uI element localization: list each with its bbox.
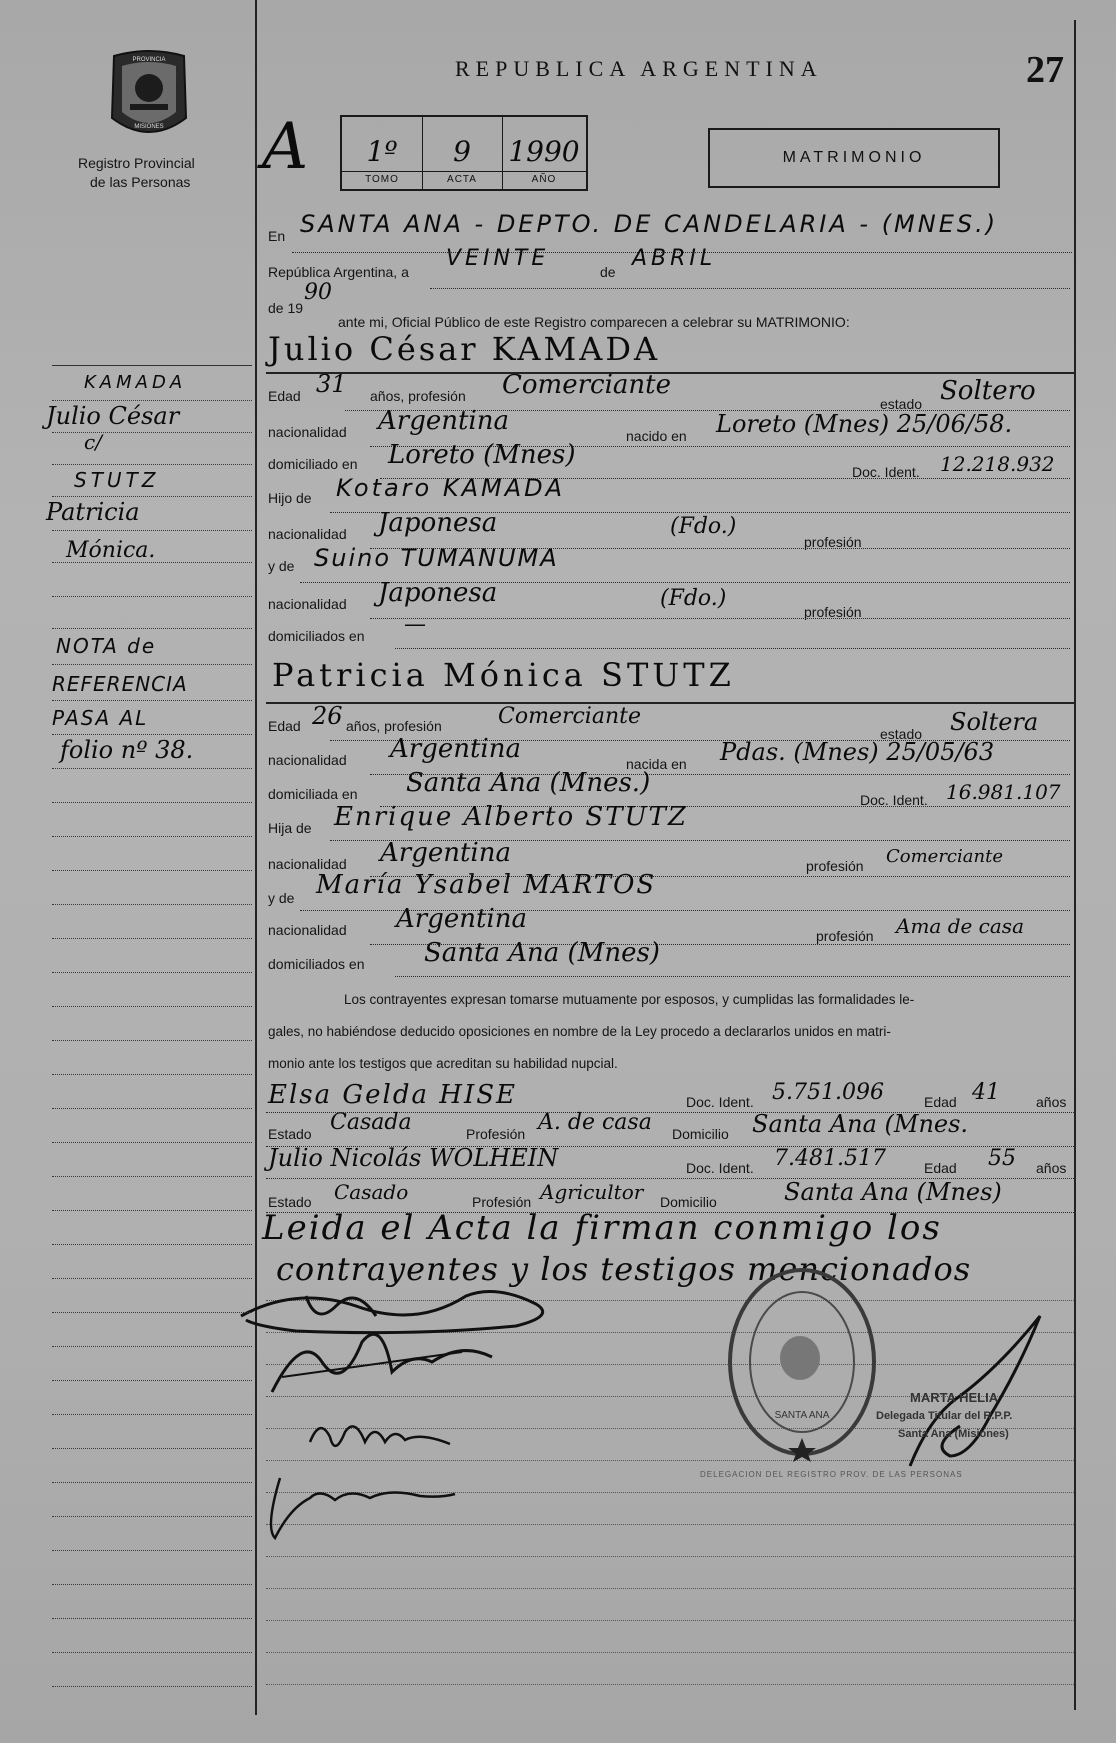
groom-mother-prof-label: profesión — [804, 604, 862, 620]
witness1-doc: 5.751.096 — [772, 1080, 884, 1105]
margin-rule — [255, 0, 257, 1715]
groom-estado: Soltero — [940, 376, 1036, 406]
republica-label: República Argentina, a — [268, 264, 409, 280]
groom-mother-nac-label: nacionalidad — [268, 596, 347, 612]
groom-domiciliados-label: domiciliados en — [268, 628, 365, 644]
witness2-estado: Casado — [334, 1180, 409, 1204]
witness1-estado-label: Estado — [268, 1126, 312, 1142]
witness2-name: Julio Nicolás WOLHEIN — [268, 1144, 559, 1172]
witness2-domicile: Santa Ana (Mnes) — [784, 1178, 1002, 1206]
year-suffix: 90 — [304, 280, 332, 305]
bride-father-profession: Comerciante — [886, 846, 1003, 867]
statement-line2: gales, no habiéndose deducido oposiciones en nombre de la Ley procedo a declararlos unidos en matri- — [268, 1024, 891, 1039]
statement-line3: monio ante los testigos que acreditan su habilidad nupcial. — [268, 1056, 618, 1071]
bride-age: 26 — [312, 702, 343, 730]
provincial-seal-icon — [104, 48, 194, 143]
groom-father-nac-label: nacionalidad — [268, 526, 347, 542]
bride-edad-label: Edad — [268, 718, 301, 734]
bride-mother-prof-label: profesión — [816, 928, 874, 944]
groom-profesion-label: años, profesión — [370, 388, 466, 404]
witness1-doc-label: Doc. Ident. — [686, 1094, 754, 1110]
groom-father-prof-label: profesión — [804, 534, 862, 550]
page-number: 27 — [1026, 49, 1064, 91]
bride-profesion-label: años, profesión — [346, 718, 442, 734]
witness1-age: 41 — [972, 1080, 1000, 1105]
stamp-official-name: MARTA HELIA — [910, 1390, 999, 1405]
stamp-official-place: Santa Ana (Misiones) — [898, 1428, 1009, 1440]
groom-father-note: (Fdo.) — [670, 514, 737, 539]
bride-parents-domicile: Santa Ana (Mnes) — [424, 938, 660, 968]
margin-note-line2: REFERENCIA — [52, 672, 188, 696]
groom-mother-note: (Fdo.) — [660, 586, 727, 611]
bride-nationality: Argentina — [390, 734, 521, 764]
bride-father: Enrique Alberto STUTZ — [334, 802, 688, 832]
bride-profession: Comerciante — [498, 704, 641, 729]
groom-mother: Suino TUMANUMA — [314, 544, 559, 572]
groom-father-nationality: Japonesa — [378, 508, 498, 538]
witness2-doc: 7.481.517 — [774, 1146, 886, 1171]
witness1-edad-label: Edad — [924, 1094, 957, 1110]
bride-domicile: Santa Ana (Mnes.) — [406, 768, 651, 798]
registrar-initial: A — [262, 110, 309, 184]
ano-value: 1990 — [508, 135, 580, 168]
tomo-acta-ano-box — [340, 115, 588, 191]
margin-connector: c/ — [84, 430, 102, 454]
record-type-box: MATRIMONIO — [708, 128, 1000, 188]
groom-edad-label: Edad — [268, 388, 301, 404]
groom-profession: Comerciante — [502, 370, 671, 400]
bride-domiciliados-label: domiciliados en — [268, 956, 365, 972]
bride-estado-label: estado — [880, 726, 923, 742]
bride-estado: Soltera — [950, 708, 1039, 736]
witness1-estado: Casada — [330, 1110, 412, 1135]
witness1-profession: A. de casa — [538, 1110, 652, 1135]
witness1-domicile: Santa Ana (Mnes. — [752, 1110, 969, 1138]
month-value: ABRIL — [632, 246, 717, 271]
tomo-label: TOMO — [365, 174, 399, 185]
witness2-estado-label: Estado — [268, 1194, 312, 1210]
stamp-outer-text: DELEGACION DEL REGISTRO PROV. DE LAS PERSONAS — [700, 1470, 963, 1479]
bride-nacida-label: nacida en — [626, 756, 687, 772]
right-rule — [1074, 20, 1076, 1710]
groom-name: Julio César KAMADA — [268, 330, 661, 368]
groom-nacionalidad-label: nacionalidad — [268, 424, 347, 440]
groom-estado-label: estado — [880, 396, 923, 412]
margin-groom-given: Julio César — [46, 402, 180, 430]
witness2-age: 55 — [988, 1146, 1016, 1171]
groom-mother-nationality: Japonesa — [378, 578, 498, 608]
groom-yde-label: y de — [268, 558, 295, 574]
bride-father-nac-label: nacionalidad — [268, 856, 347, 872]
office-name-line2: de las Personas — [90, 174, 191, 190]
signature-witness1-icon — [300, 1412, 460, 1462]
groom-hijo-label: Hijo de — [268, 490, 312, 506]
margin-note-line4: folio nº 38. — [60, 736, 194, 764]
bride-name: Patricia Mónica STUTZ — [272, 656, 735, 694]
margin-bride-given2: Mónica. — [66, 538, 156, 563]
groom-doc: 12.218.932 — [940, 452, 1055, 476]
signature-bride-icon — [262, 1322, 522, 1402]
bride-father-prof-label: profesión — [806, 858, 864, 874]
bride-mother-nac-label: nacionalidad — [268, 922, 347, 938]
bride-mother: María Ysabel MARTOS — [316, 870, 657, 900]
acta-label: ACTA — [447, 174, 477, 185]
witness2-edad-label: Edad — [924, 1160, 957, 1176]
witness1-profesion-label: Profesión — [466, 1126, 526, 1142]
witness1-anos-label: años — [1036, 1094, 1067, 1110]
bride-hija-label: Hija de — [268, 820, 312, 836]
groom-nationality: Argentina — [378, 406, 509, 436]
statement-line1: Los contrayentes expresan tomarse mutuamente por esposos, y cumplidas las formalidades le- — [344, 992, 915, 1007]
country-title: REPUBLICA ARGENTINA — [455, 56, 823, 81]
witness2-profession: Agricultor — [540, 1180, 644, 1204]
stamp-official-title: Delegada Titular del R.P.P. — [876, 1410, 1013, 1422]
margin-note-line1: NOTA de — [56, 634, 157, 658]
bride-father-nationality: Argentina — [380, 838, 511, 868]
seal-top-text: PROVINCIA — [132, 57, 166, 63]
seal-bottom-text: MISIONES — [134, 124, 164, 130]
bride-mother-profession: Ama de casa — [896, 914, 1024, 938]
groom-father: Kotaro KAMADA — [336, 474, 566, 502]
witness2-profesion-label: Profesión — [472, 1194, 532, 1210]
day-value: VEINTE — [446, 246, 550, 271]
intro-text: ante mi, Oficial Público de este Registro comparecen a celebrar su MATRIMONIO: — [338, 314, 850, 330]
bride-mother-nationality: Argentina — [396, 904, 527, 934]
de-label: de — [600, 264, 616, 280]
margin-bride-surname: STUTZ — [74, 468, 160, 492]
en-label: En — [268, 228, 286, 244]
groom-parents-domicile: — — [404, 612, 426, 637]
witness2-doc-label: Doc. Ident. — [686, 1160, 754, 1176]
place-value: SANTA ANA - DEPTO. DE CANDELARIA - (MNES.) — [300, 210, 999, 238]
margin-bride-given1: Patricia — [46, 498, 140, 526]
witness1-name: Elsa Gelda HISE — [268, 1080, 518, 1110]
groom-domiciliado-label: domiciliado en — [268, 456, 358, 472]
signature-witness2-icon — [260, 1468, 460, 1548]
year-prefix: de 19 — [268, 300, 304, 316]
office-name-line1: Registro Provincial — [78, 155, 195, 171]
witness2-anos-label: años — [1036, 1160, 1067, 1176]
witness2-domicilio-label: Domicilio — [660, 1194, 717, 1210]
bride-doc: 16.981.107 — [946, 780, 1061, 804]
bride-yde-label: y de — [268, 890, 295, 906]
bride-nacionalidad-label: nacionalidad — [268, 752, 347, 768]
stamp-inner-text: SANTA ANA — [774, 1410, 830, 1421]
acta-value: 9 — [453, 135, 471, 168]
witness1-domicilio-label: Domicilio — [672, 1126, 729, 1142]
closing-line2: contrayentes y los testigos mencionados — [276, 1250, 972, 1288]
tomo-value: 1º — [366, 135, 398, 168]
closing-line1: Leida el Acta la firman conmigo los — [262, 1208, 942, 1248]
ano-label: AÑO — [531, 174, 557, 185]
groom-age: 31 — [316, 370, 347, 398]
groom-doc-label: Doc. Ident. — [852, 464, 920, 480]
margin-groom-surname: KAMADA — [84, 372, 187, 393]
groom-birth: Loreto (Mnes) 25/06/58. — [716, 410, 1013, 438]
margin-note-line3: PASA AL — [52, 706, 149, 730]
groom-domicile: Loreto (Mnes) — [388, 440, 576, 470]
bride-birth: Pdas. (Mnes) 25/05/63 — [720, 738, 995, 766]
bride-doc-label: Doc. Ident. — [860, 792, 928, 808]
bride-domiciliada-label: domiciliada en — [268, 786, 358, 802]
official-stamp-icon — [722, 1262, 882, 1462]
groom-nacido-label: nacido en — [626, 428, 687, 444]
